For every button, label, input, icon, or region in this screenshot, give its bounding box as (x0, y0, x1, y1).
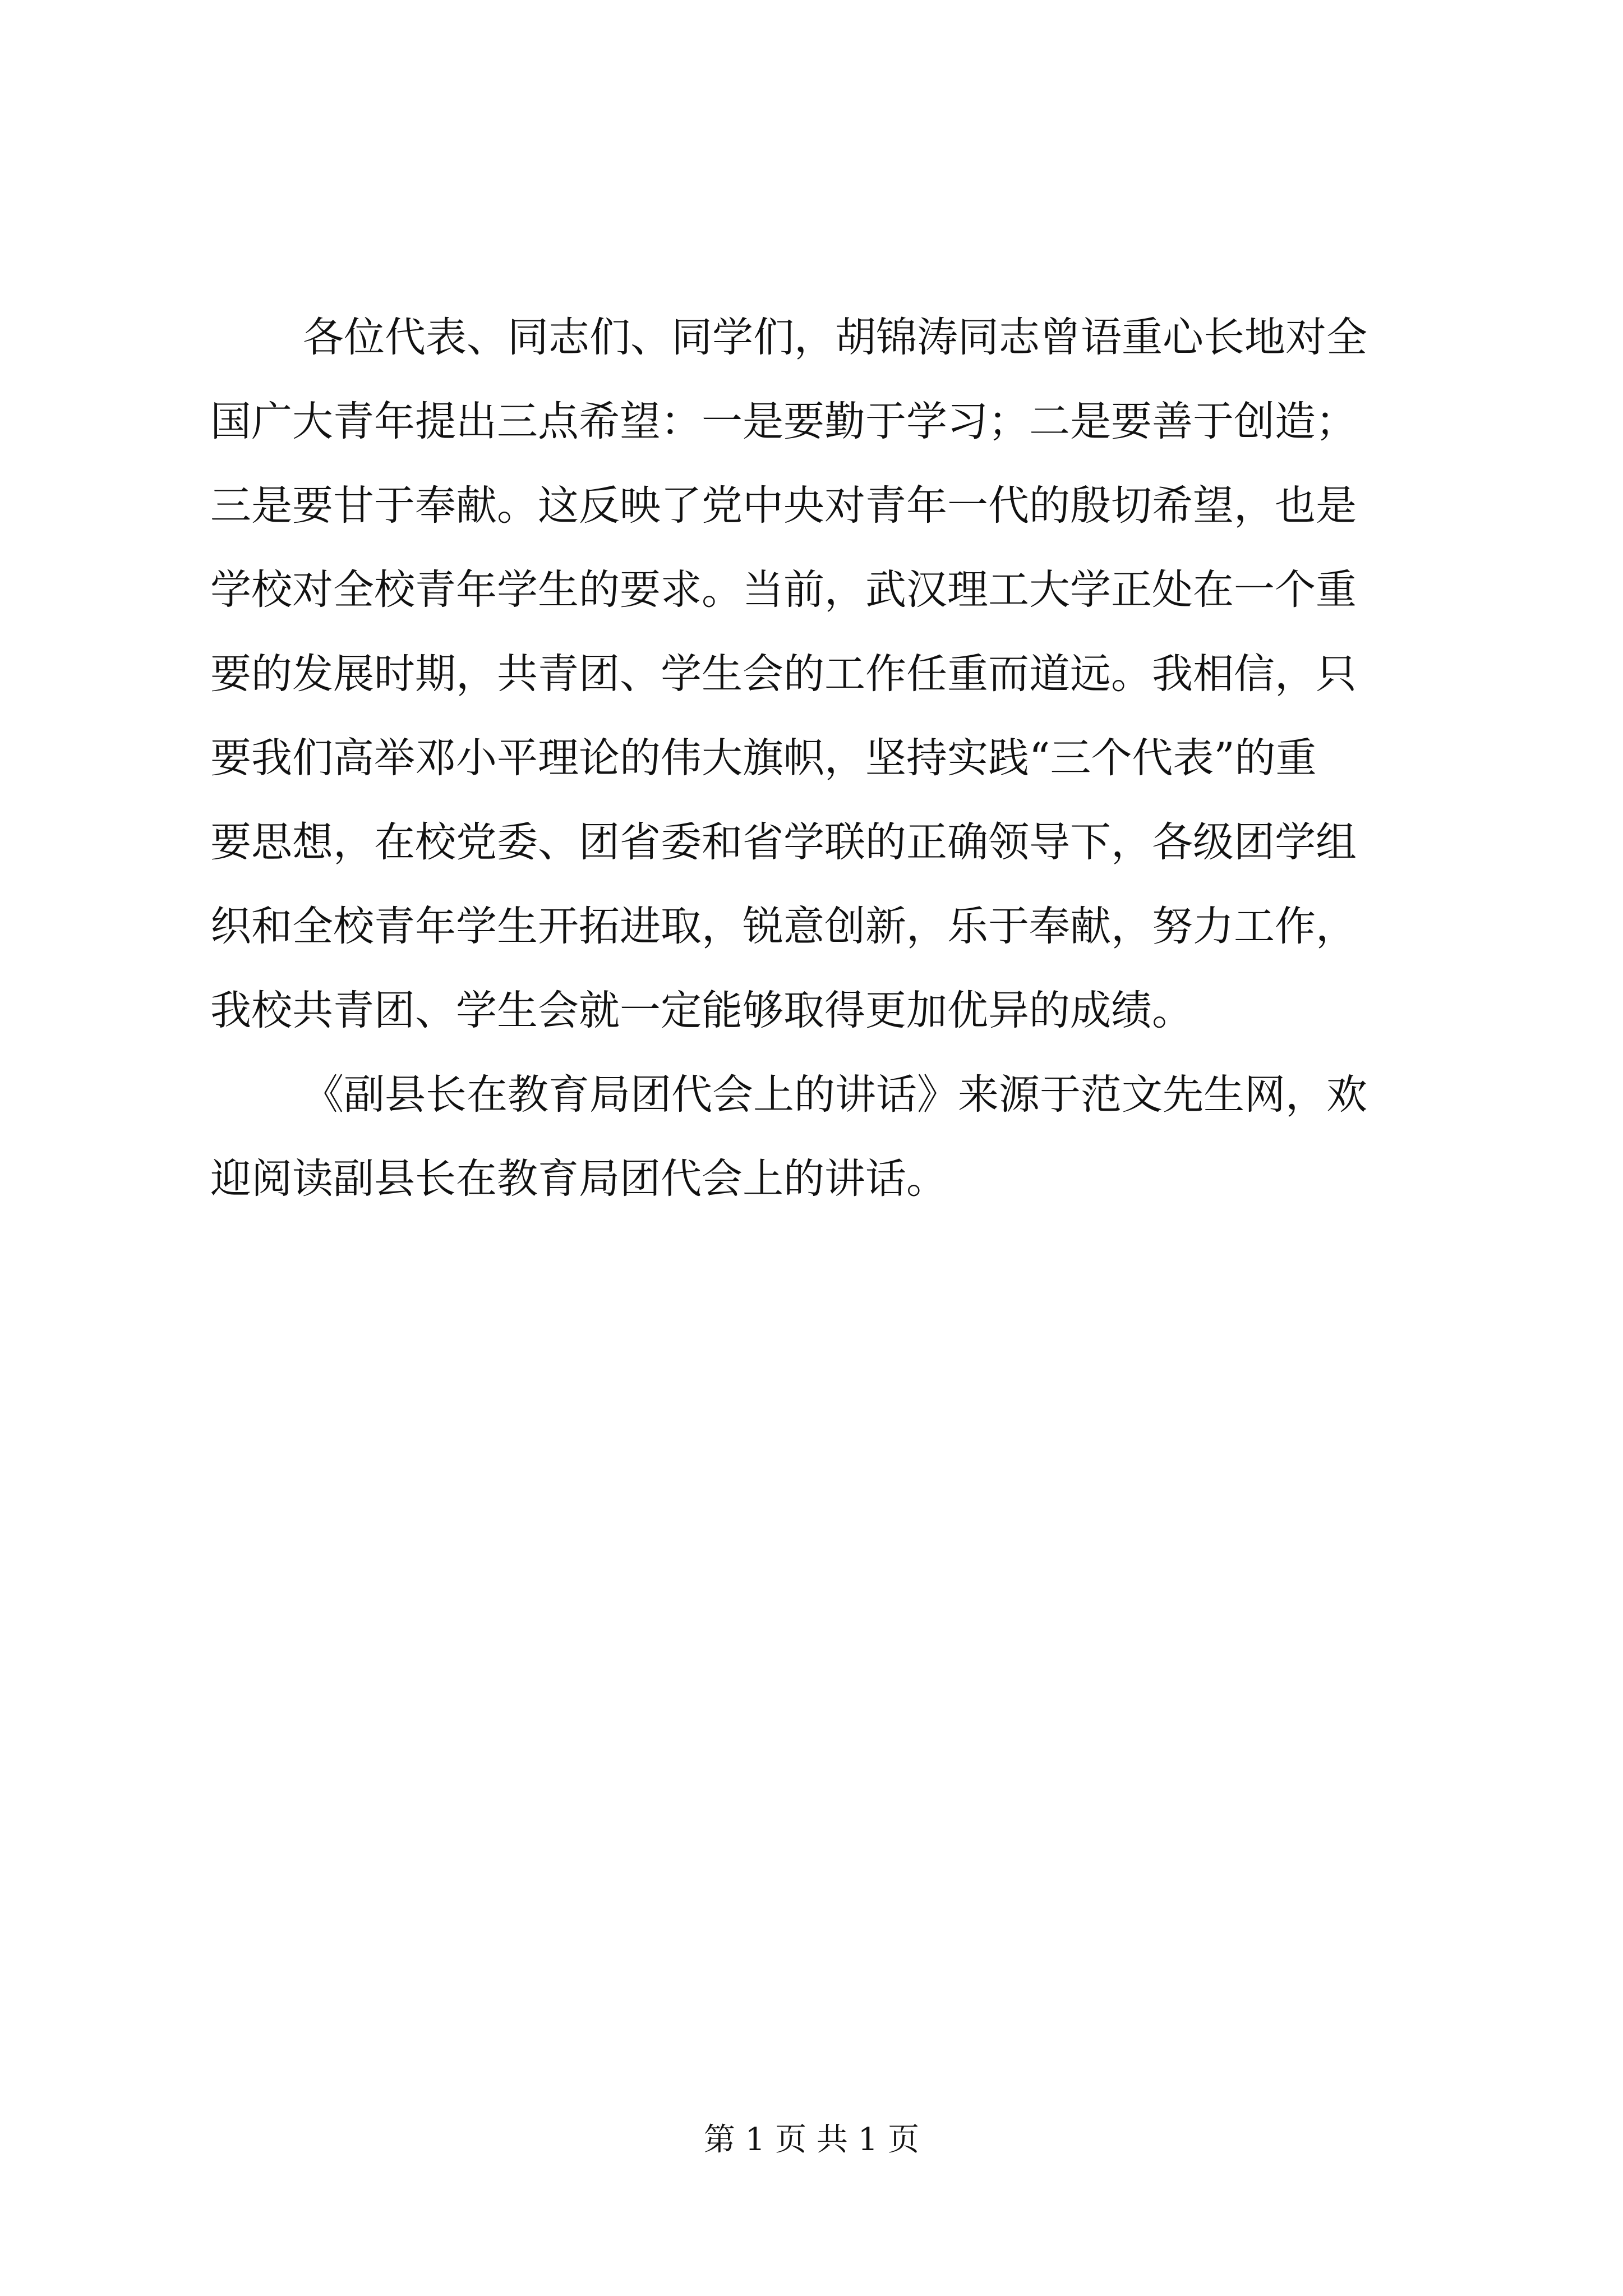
paragraph-line: 国广大青年提出三点希望：一是要勤于学习；二是要善于创造； (210, 398, 1357, 445)
paragraph-line: 迎阅读副县长在教育局团代会上的讲话。 (210, 1155, 947, 1203)
page-footer: 第 1 页 共 1 页 (703, 2122, 920, 2158)
paragraph-line: 我校共青团、学生会就一定能够取得更加优异的成绩。 (210, 987, 1193, 1034)
paragraph-line: 要我们高举邓小平理论的伟大旗帜，坚持实践“三个代表”的重 (210, 734, 1317, 782)
paragraph-line: 要思想，在校党委、团省委和省学联的正确领导下，各级团学组 (210, 818, 1357, 866)
paragraph-line: 各位代表、同志们、同学们，胡锦涛同志曾语重心长地对全 (303, 314, 1367, 361)
paragraph-line: 织和全校青年学生开拓进取，锐意创新，乐于奉献，努力工作， (210, 903, 1357, 950)
paragraph-line: 《副县长在教育局团代会上的讲话》来源于范文先生网，欢 (303, 1071, 1367, 1119)
paragraph-line: 学校对全校青年学生的要求。当前，武汉理工大学正处在一个重 (210, 566, 1357, 614)
paragraph-line: 三是要甘于奉献。这反映了党中央对青年一代的殷切希望，也是 (210, 482, 1357, 530)
paragraph-line: 要的发展时期，共青团、学生会的工作任重而道远。我相信，只 (210, 650, 1357, 698)
